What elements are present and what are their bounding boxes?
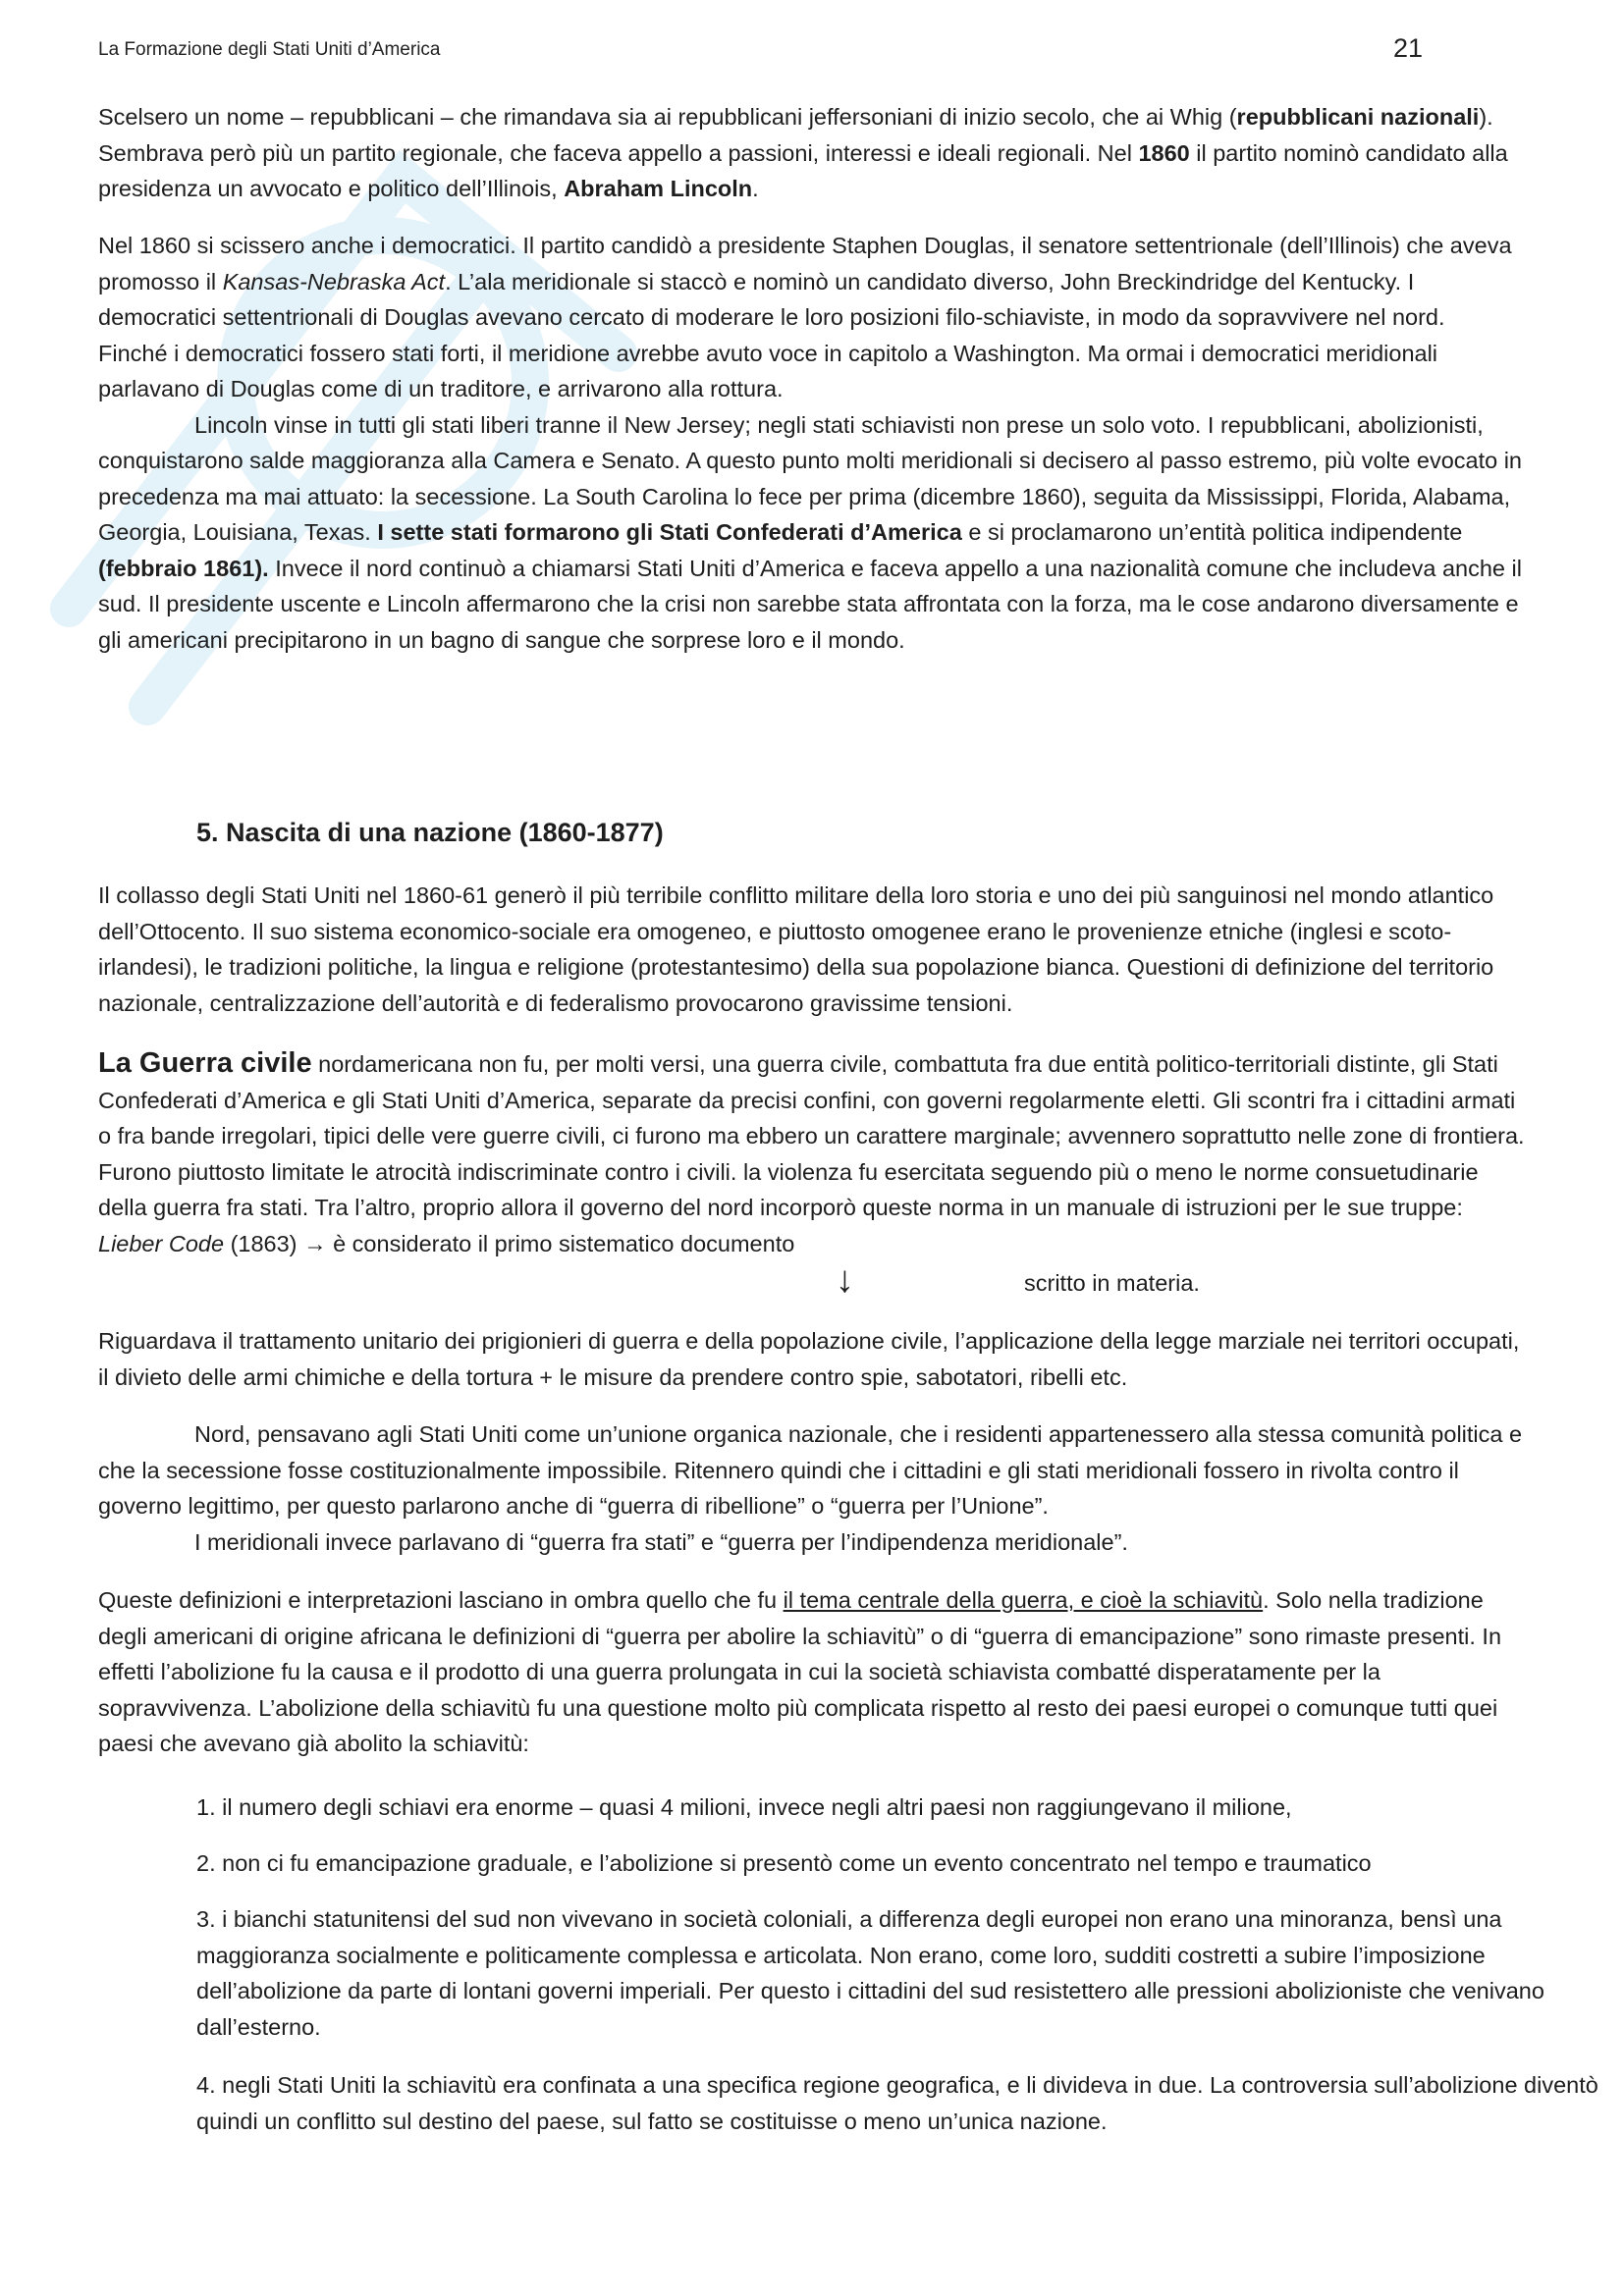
paragraph-lieber-code: Riguardava il trattamento unitario dei prigionieri di guerra e della popolazione civile, l’applicazione della legge marziale nei territori occupati, il divieto delle armi chimiche e della tortura + le misure da prendere contro spie, sabotatori, ribelli etc. (98, 1328, 1520, 1390)
paragraph-north-view: Nord, pensavano agli Stati Uniti come un’unione organica nazionale, che i residenti appartenessero alla stessa comunità politica e che la secessione fosse costituzionalmente impossibile. Ritennero quindi che i cittadini e gli stati meridionali fossero in rivolta contro il governo legittimo, per questo parlarono anche di “guerra di ribellione” o “guerra per l’Unione”. I meridionali invece parlavano di “guerra fra stati” e “guerra per l’indipendenza meridionale”. (98, 1416, 1532, 1560)
list-item: 4. negli Stati Uniti la schiavitù era confinata a una specifica regione geografica, e li divideva in due. La controversia sull’abolizione diventò quindi un conflitto sul destino del paese, sul fatto se costituisse o meno un’unica nazione. (196, 2072, 1598, 2134)
lieber-code-continuation: scritto in materia. (1024, 1270, 1200, 1296)
list-item: 2. non ci fu emancipazione graduale, e l’abolizione si presentò come un evento concentrato nel tempo e traumatico (196, 1850, 1372, 1876)
paragraph-democrats-split: Nel 1860 si scissero anche i democratici. Il partito candidò a presidente Staphen Douglas, il senatore settentrionale (dell’Illinois) che aveva promosso il Kansas-Nebraska Act. L’ala meridionale si staccò e nominò un candidato diverso, John Breckindridge del Kentucky. I democratici settentrionali di Douglas avevano cercato di moderare le loro posizioni filo-schiaviste, in modo da sopravvivere nel nord. Finché i democratici fossero stati forti, il meridione avrebbe avuto voce in capitolo a Washington. Ma ormai i democratici meridionali parlavano di Douglas come di un traditore, e arrivarono alla rottura. Lincoln vinse in tutti gli stati liberi tranne il New Jersey; negli stati schiavisti non prese un solo voto. I repubblicani, abolizionisti, conquistarono salde maggioranza alla Camera e Senato. A questo punto molti meridionali si decisero al passo estremo, più volte evocato in precedenza ma mai attuato: la secessione. La South Carolina lo fece per prima (dicembre 1860), seguita da Mississippi, Florida, Alabama, Georgia, Louisiana, Texas. I sette stati formarono gli Stati Confederati d’America e si proclamarono un’entità politica indipendente (febbraio 1861). Invece il nord continuò a chiamarsi Stati Uniti d’America e faceva appello a una nazionalità comune che includeva anche il sud. Il presidente uscente e Lincoln affermarono che la crisi non sarebbe stata affrontata con la forza, ma le cose andarono diversamente e gli americani precipitarono in un bagno di sangue che sorprese loro e il mondo. (98, 228, 1532, 658)
paragraph-lincoln-secession: Lincoln vinse in tutti gli stati liberi tranne il New Jersey; negli stati schiavisti non prese un solo voto. I repubblicani, abolizionisti, conquistarono salde maggioranza alla Camera e Senato. A questo punto molti meridionali si decisero al passo estremo, più volte evocato in precedenza ma mai attuato: la secessione. La South Carolina lo fece per prima (dicembre 1860), seguita da Mississippi, Florida, Alabama, Georgia, Louisiana, Texas. I sette stati formarono gli Stati Confederati d’America e si proclamarono un’entità politica indipendente (febbraio 1861). Invece il nord continuò a chiamarsi Stati Uniti d’America e faceva appello a una nazionalità comune che includeva anche il sud. Il presidente uscente e Lincoln affermarono che la crisi non sarebbe stata affrontata con la forza, ma le cose andarono diversamente e gli americani precipitarono in un bagno di sangue che sorprese loro e il mondo. (98, 411, 1523, 653)
running-header-title: La Formazione degli Stati Uniti d’America (98, 39, 441, 60)
list-item: 3. i bianchi statunitensi del sud non vivevano in società coloniali, a differenza degli europei non erano una minoranza, bensì una maggioranza socialmente e politicamente complessa e articolata. Non erano, come loro, sudditi costretti a subire l’imposizione dell’abolizione da parte di lontani governi imperiali. Per questo i cittadini del sud resistettero alle pressioni abolizioniste che venivano dall’esterno. (196, 1906, 1544, 2040)
right-arrow-icon: → (303, 1230, 327, 1256)
paragraph-douglas-traitor: Finché i democratici fossero stati forti, il meridione avrebbe avuto voce in capitolo a Washington. Ma ormai i democratici meridionali parlavano di Douglas come di un traditore, e arrivarono alla rottura. (98, 340, 1438, 401)
page-number: 21 (1393, 33, 1424, 63)
paragraph-south-view: I meridionali invece parlavano di “guerra fra stati” e “guerra per l’indipendenza meridionale”. (194, 1528, 1128, 1555)
term-guerra-civile: La Guerra civile (98, 1047, 312, 1079)
section-heading: 5. Nascita di una nazione (1860-1877) (196, 818, 664, 847)
paragraph-republicans: Scelsero un nome – repubblicani – che rimandava sia ai repubblicani jeffersoniani di inizio secolo, che ai Whig (repubblicani nazionali). Sembrava però più un partito regionale, che faceva appello a passioni, interessi e ideali regionali. Nel 1860 il partito nominò candidato alla presidenza un avvocato e politico dell’Illinois, Abraham Lincoln. (98, 104, 1508, 201)
paragraph-slavery-central: Queste definizioni e interpretazioni lasciano in ombra quello che fu il tema centrale della guerra, e cioè la schiavitù. Solo nella tradizione degli americani di origine africana le definizioni di “guerra per abolire la schiavitù” o di “guerra di emancipazione” sono rimaste presenti. In effetti l’abolizione fu la causa e il prodotto di una guerra prolungata in cui la società schiavista combatté disperatamente per la sopravvivenza. L’abolizione della schiavitù fu una questione molto più complicata rispetto al resto dei paesi europei o comunque tutti quei paesi che avevano già abolito la schiavitù: (98, 1587, 1502, 1756)
paragraph-collapse: Il collasso degli Stati Uniti nel 1860-61 generò il più terribile conflitto militare della loro storia e uno dei più sanguinosi nel mondo atlantico dell’Ottocento. Il suo sistema economico-sociale era omogeneo, e piuttosto omogenee erano le provenienze etniche (inglesi e scoto-irlandesi), le tradizioni politiche, la lingua e religione (protestantesimo) della sua popolazione bianca. Questioni di definizione del territorio nazionale, centralizzazione dell’autorità e di federalismo provocarono gravissime tensioni. (98, 882, 1494, 1016)
list-item: 1. il numero degli schiavi era enorme – quasi 4 milioni, invece negli altri paesi non raggiungevano il milione, (196, 1794, 1292, 1820)
down-arrow-icon: ↓ (836, 1259, 854, 1301)
paragraph-civil-war: La Guerra civile nordamericana non fu, per molti versi, una guerra civile, combattuta fra due entità politico-territoriali distinte, gli Stati Confederati d’America e gli Stati Uniti d’America, separate da precisi confini, con governi regolarmente eletti. Gli scontri fra i cittadini armati o fra bande irregolari, tipici delle vere guerre civili, ci furono ma ebbero un carattere marginale; avvennero soprattutto nelle zone di frontiera. Furono piuttosto limitate le atrocità indiscriminate contro i civili. la violenza fu esercitata seguendo più o meno le norme consuetudinarie della guerra fra stati. Tra l’altro, proprio allora il governo del nord incorporò queste norma in un manuale di istruzioni per le sue truppe: Lieber Code (1863) → è considerato il primo sistematico documento (98, 1047, 1525, 1256)
